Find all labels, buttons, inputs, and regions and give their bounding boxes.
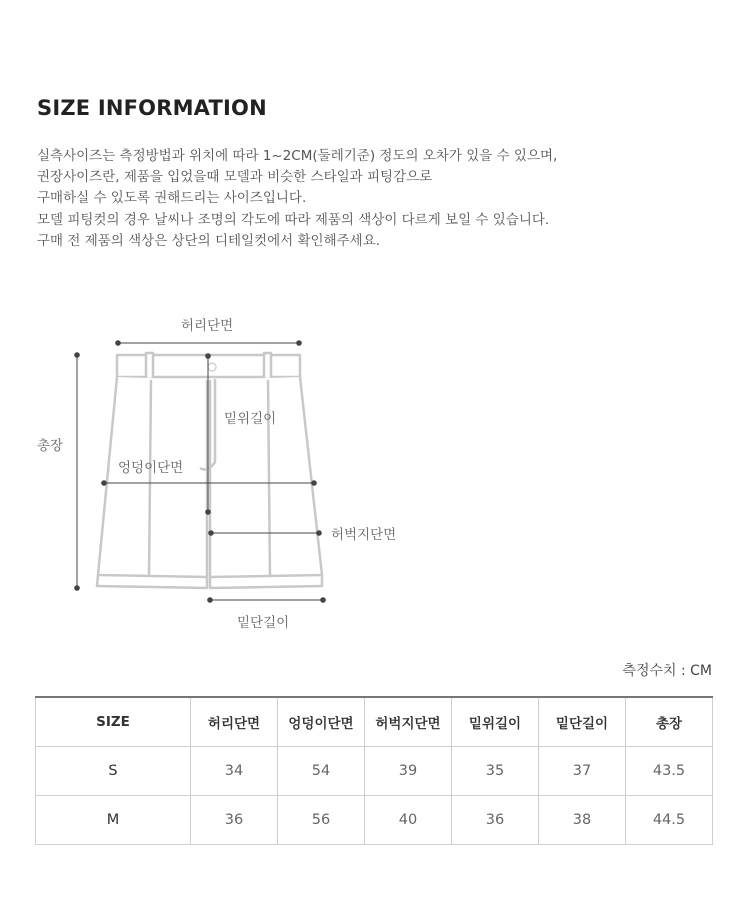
total-length-label: 총장 xyxy=(37,438,64,454)
description-line: 실측사이즈는 측정방법과 위치에 따라 1~2CM(둘레기준) 정도의 오차가 있을 수 있으며, xyxy=(37,148,558,164)
size-cell: S xyxy=(36,747,191,796)
table-cell: 39 xyxy=(365,747,452,796)
table-cell: 36 xyxy=(452,796,539,845)
page-title: SIZE INFORMATION xyxy=(37,96,267,120)
description-line: 모델 피팅컷의 경우 날씨나 조명의 각도에 따라 제품의 색상이 다르게 보일 수 있습니다. xyxy=(37,211,550,228)
table-row xyxy=(36,796,713,845)
table-row xyxy=(36,747,713,796)
table-cell: 56 xyxy=(278,796,365,845)
table-cell: 36 xyxy=(191,796,278,845)
header-hem: 밑단길이 xyxy=(539,697,626,747)
hip-label: 엉덩이단면 xyxy=(118,460,184,476)
size-cell: M xyxy=(36,796,191,845)
thigh-label: 허벅지단면 xyxy=(331,527,397,543)
rise-label: 밑위길이 xyxy=(224,411,277,427)
size-description xyxy=(37,146,717,252)
header-thigh: 허벅지단면 xyxy=(365,697,452,747)
table-cell: 34 xyxy=(191,747,278,796)
description-line: 구매 전 제품의 색상은 상단의 디테일컷에서 확인해주세요. xyxy=(37,232,381,249)
table-cell: 43.5 xyxy=(626,747,713,796)
hem-label: 밑단길이 xyxy=(237,615,290,631)
waist-label: 허리단면 xyxy=(181,318,234,334)
header-hip: 엉덩이단면 xyxy=(278,697,365,747)
description-line: 권장사이즈란, 제품을 입었을때 모델과 비슷한 스타일과 피팅감으로 xyxy=(37,169,433,186)
description-line: 구매하실 수 있도록 권해드리는 사이즈입니다. xyxy=(37,190,307,207)
header-rise: 밑위길이 xyxy=(452,697,539,747)
table-header-row xyxy=(36,697,713,747)
table-cell: 35 xyxy=(452,747,539,796)
table-cell: 37 xyxy=(539,747,626,796)
header-waist: 허리단면 xyxy=(191,697,278,747)
header-size: SIZE xyxy=(36,697,191,747)
table-cell: 38 xyxy=(539,796,626,845)
shorts-illustration xyxy=(0,290,750,640)
size-table xyxy=(35,696,713,845)
table-cell: 54 xyxy=(278,747,365,796)
header-total-length: 총장 xyxy=(626,697,713,747)
table-cell: 40 xyxy=(365,796,452,845)
table-cell: 44.5 xyxy=(626,796,713,845)
shorts-measurement-diagram xyxy=(0,290,750,640)
unit-label: 측정수치 : CM xyxy=(622,663,712,679)
